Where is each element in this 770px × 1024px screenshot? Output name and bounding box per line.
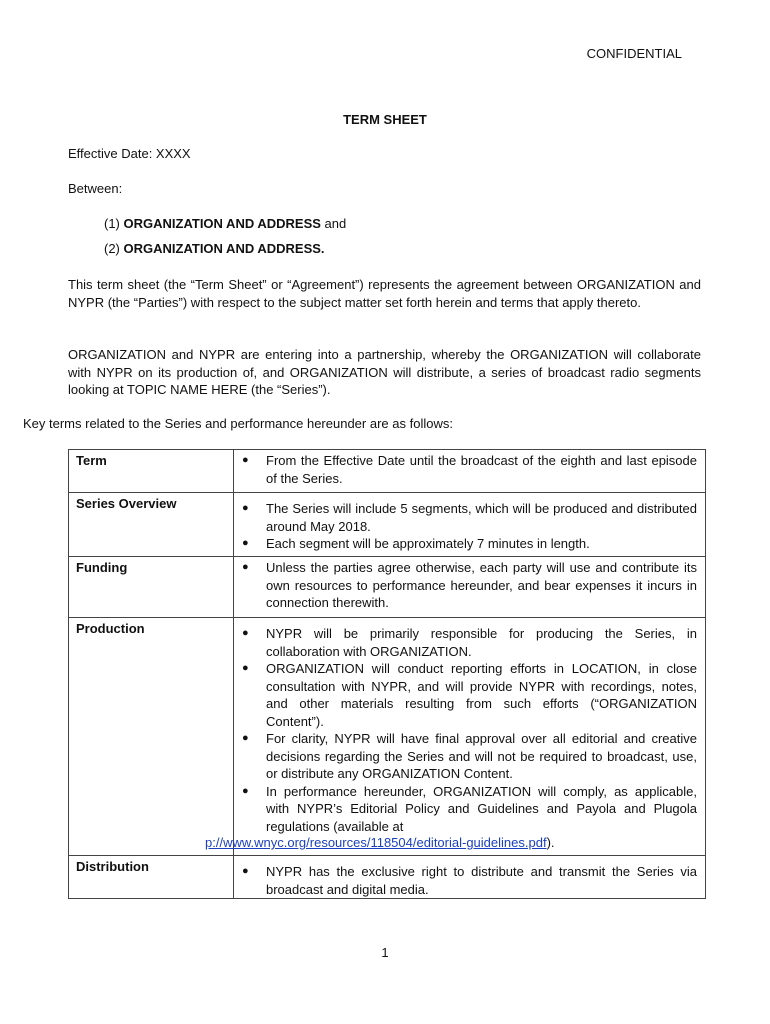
list-item: ● From the Effective Date until the broadcast of the eighth and last episode of the Series. bbox=[242, 453, 697, 486]
bullet-icon: ● bbox=[242, 784, 249, 797]
list-item: ● NYPR has the exclusive right to distribute and transmit the Series via broadcast and digital media. bbox=[242, 864, 697, 897]
party-suffix: and bbox=[320, 216, 347, 231]
effective-date: Effective Date: XXXX bbox=[68, 146, 191, 161]
guidelines-link-line bbox=[205, 835, 662, 850]
bullet-icon: ● bbox=[242, 502, 249, 514]
party-number: (1) bbox=[104, 216, 120, 231]
table-row bbox=[69, 450, 706, 493]
bullet-icon: ● bbox=[242, 865, 249, 877]
page-number: 1 bbox=[381, 945, 389, 960]
bullet-icon: ● bbox=[242, 662, 249, 674]
bullet-icon: ● bbox=[242, 454, 249, 466]
list-item: ● NYPR will be primarily responsible for producing the Series, in collaboration with ORGANIZATION. bbox=[242, 626, 697, 659]
row-label: Production bbox=[69, 618, 234, 856]
link-suffix: ). bbox=[546, 835, 555, 850]
row-content bbox=[205, 618, 706, 856]
confidential-label: CONFIDENTIAL bbox=[586, 46, 682, 61]
list-item: ● Unless the parties agree otherwise, each party will use and contribute its own resources to performance hereunder, and bear expenses it incurs in connection therewith. bbox=[242, 560, 697, 610]
list-item: ● For clarity, NYPR will have final approval over all editorial and creative decisions regarding the Series and will not be required to broadcast, use, or distribute any ORGANIZATION Content. bbox=[242, 731, 697, 781]
bullet-icon: ● bbox=[242, 732, 249, 744]
intro-paragraph: This term sheet (the “Term Sheet” or “Agreement”) represents the agreement between ORGANIZATION and NYPR (the “Parties”) with respect to the subject matter set forth herein and terms that apply thereto. bbox=[68, 277, 701, 310]
between-label: Between: bbox=[68, 181, 123, 196]
list-item: ● ORGANIZATION will conduct reporting efforts in LOCATION, in close consultation with NYPR, and will provide NYPR with recordings, notes, and other materials resulting from such efforts (“ORGANIZATION Content”). bbox=[242, 661, 697, 729]
row-content bbox=[234, 493, 706, 557]
table-row bbox=[69, 618, 706, 856]
row-label: Distribution bbox=[69, 856, 234, 899]
party-name: ORGANIZATION AND ADDRESS bbox=[123, 216, 321, 231]
table-row bbox=[69, 493, 706, 557]
list-item: ● The Series will include 5 segments, which will be produced and distributed around May 2018. bbox=[242, 501, 697, 534]
row-content bbox=[234, 856, 706, 899]
party-name: ORGANIZATION AND ADDRESS. bbox=[123, 241, 325, 256]
row-label: Term bbox=[69, 450, 234, 493]
bullet-icon: ● bbox=[242, 537, 249, 549]
row-label: Series Overview bbox=[69, 493, 234, 557]
table-row bbox=[69, 856, 706, 899]
party-1 bbox=[104, 216, 346, 231]
bullet-icon: ● bbox=[242, 561, 249, 573]
list-item: ● Each segment will be approximately 7 minutes in length. bbox=[242, 536, 590, 551]
key-terms-table bbox=[68, 449, 706, 899]
row-content bbox=[234, 450, 706, 493]
key-terms-intro: Key terms related to the Series and performance hereunder are as follows: bbox=[23, 416, 453, 431]
list-item: ● In performance hereunder, ORGANIZATION will comply, as applicable, with NYPR’s Editorial Policy and Guidelines and Payola and Plugola regulations (available at bbox=[242, 783, 697, 834]
row-content bbox=[234, 557, 706, 618]
row-label: Funding bbox=[69, 557, 234, 618]
partnership-paragraph: ORGANIZATION and NYPR are entering into a partnership, whereby the ORGANIZATION will collaborate with NYPR on its production of, and ORGANIZATION will distribute, a series of broadcast radio segments looking at TOPIC NAME HERE (the “Series”). bbox=[68, 347, 701, 397]
editorial-guidelines-link[interactable]: p://www.wnyc.org/resources/118504/editorial-guidelines.pdf bbox=[205, 835, 547, 850]
bullet-icon: ● bbox=[242, 627, 249, 639]
document-title: TERM SHEET bbox=[343, 112, 427, 127]
party-number: (2) bbox=[104, 241, 120, 256]
party-2 bbox=[104, 241, 325, 256]
table-row bbox=[69, 557, 706, 618]
